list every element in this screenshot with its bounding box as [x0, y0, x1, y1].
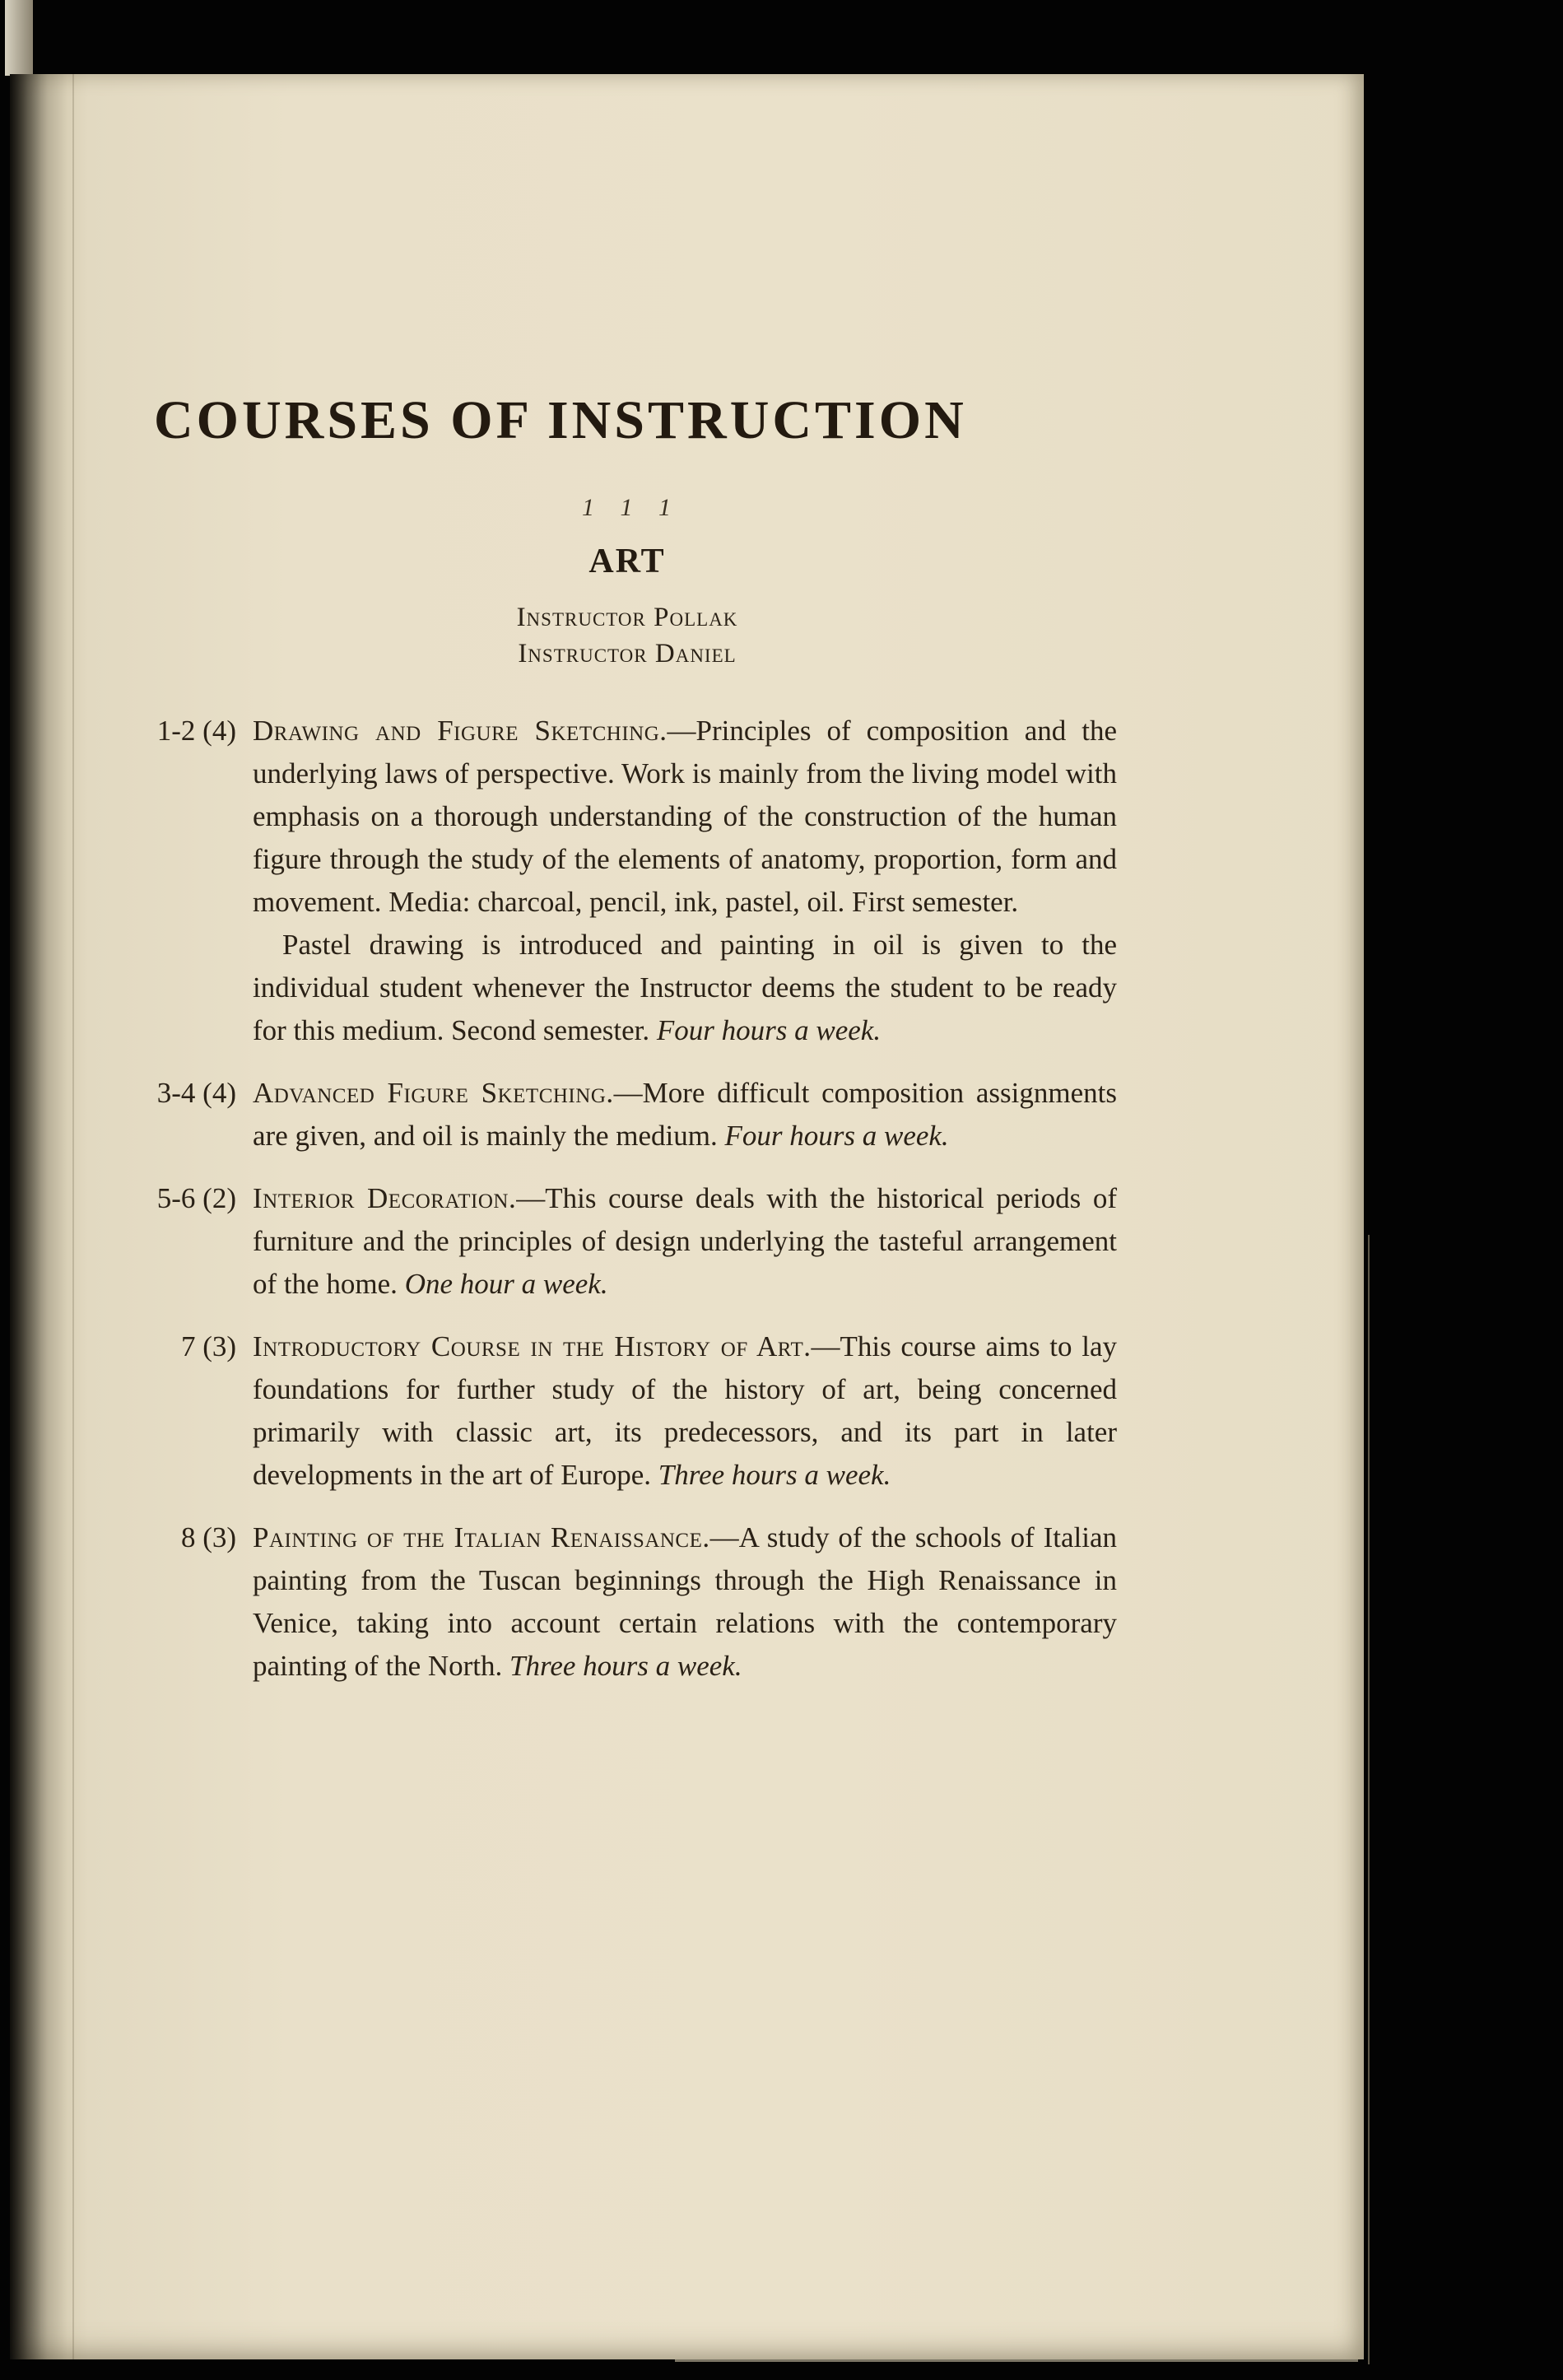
page-content — [10, 74, 1364, 1688]
course-number: 7 (3) — [180, 1330, 236, 1362]
course-number: 8 (3) — [180, 1521, 236, 1553]
course-text: —A study of the schools of Italian painting from the Tuscan beginnings through the High Renaissance in Venice, taking into account certain relations with the contemporary painting of the North. — [253, 1521, 1117, 1682]
instructor-list — [137, 599, 1117, 672]
course-title: Painting of the Italian Renaissance. — [253, 1521, 710, 1553]
course-entry — [137, 1177, 1117, 1306]
course-number: 3-4 (4) — [156, 1076, 236, 1109]
course-number: 5-6 (2) — [156, 1181, 236, 1214]
course-hours: Four hours a week. — [656, 1013, 882, 1046]
course-text: —This course deals with the historical periods of furniture and the principles of design underlying the tasteful arrangement of the home. — [253, 1181, 1118, 1300]
page-stack-edge — [1368, 1235, 1370, 2364]
course-hours: Three hours a week. — [658, 1458, 891, 1491]
course-hours: Three hours a week. — [509, 1649, 742, 1682]
course-title: Introductory Course in the History of Art. — [253, 1330, 812, 1362]
section-heading: ART — [588, 542, 666, 580]
page-title: COURSES OF INSTRUCTION — [154, 390, 967, 450]
course-title: Interior Decoration. — [253, 1181, 517, 1214]
page-edge-sliver — [5, 0, 33, 76]
page-stack-bottom-edge — [675, 2359, 1358, 2362]
course-text: —This course aims to lay foundations for further study of the history of art, being concerned primarily with classic art, its predecessors, and its part in later developments in the art of Europe. — [253, 1330, 1117, 1491]
course-text: Pastel drawing is introduced and painting in oil is given to the individual student whenever the Instructor deems the student to be ready for this medium. Second semester. — [253, 928, 1117, 1046]
course-entry — [137, 1072, 1117, 1157]
course-paragraph — [253, 1516, 1117, 1688]
instructor-name: Instructor Daniel — [518, 638, 737, 668]
course-title: Drawing and Figure Sketching. — [253, 714, 668, 747]
instructor-name: Instructor Pollak — [516, 602, 738, 632]
course-list — [137, 710, 1117, 1688]
book-page — [10, 74, 1364, 2359]
course-paragraph — [253, 1325, 1117, 1497]
course-text: —Principles of composition and the underlying laws of perspective. Work is mainly from the living model with emphasis on a thorough understanding of the construction of the human figure through the study of the elements of anatomy, proportion, form and movement. Media: charcoal, pencil, ink, pastel, oil. First semester. — [253, 714, 1117, 918]
course-entry — [137, 710, 1117, 1052]
course-paragraph — [253, 710, 1117, 924]
course-hours: Four hours a week. — [724, 1119, 949, 1152]
section-ornament: 1 1 1 — [582, 493, 672, 521]
course-entry — [137, 1325, 1117, 1497]
course-paragraph — [253, 924, 1117, 1052]
course-title: Advanced Figure Sketching. — [253, 1076, 614, 1109]
course-number: 1-2 (4) — [156, 714, 236, 747]
course-hours: One hour a week. — [404, 1267, 608, 1300]
course-paragraph — [253, 1072, 1117, 1157]
course-entry — [137, 1516, 1117, 1688]
course-text: —More difficult composition assignments are given, and oil is mainly the medium. — [253, 1076, 1117, 1152]
course-paragraph — [253, 1177, 1117, 1306]
